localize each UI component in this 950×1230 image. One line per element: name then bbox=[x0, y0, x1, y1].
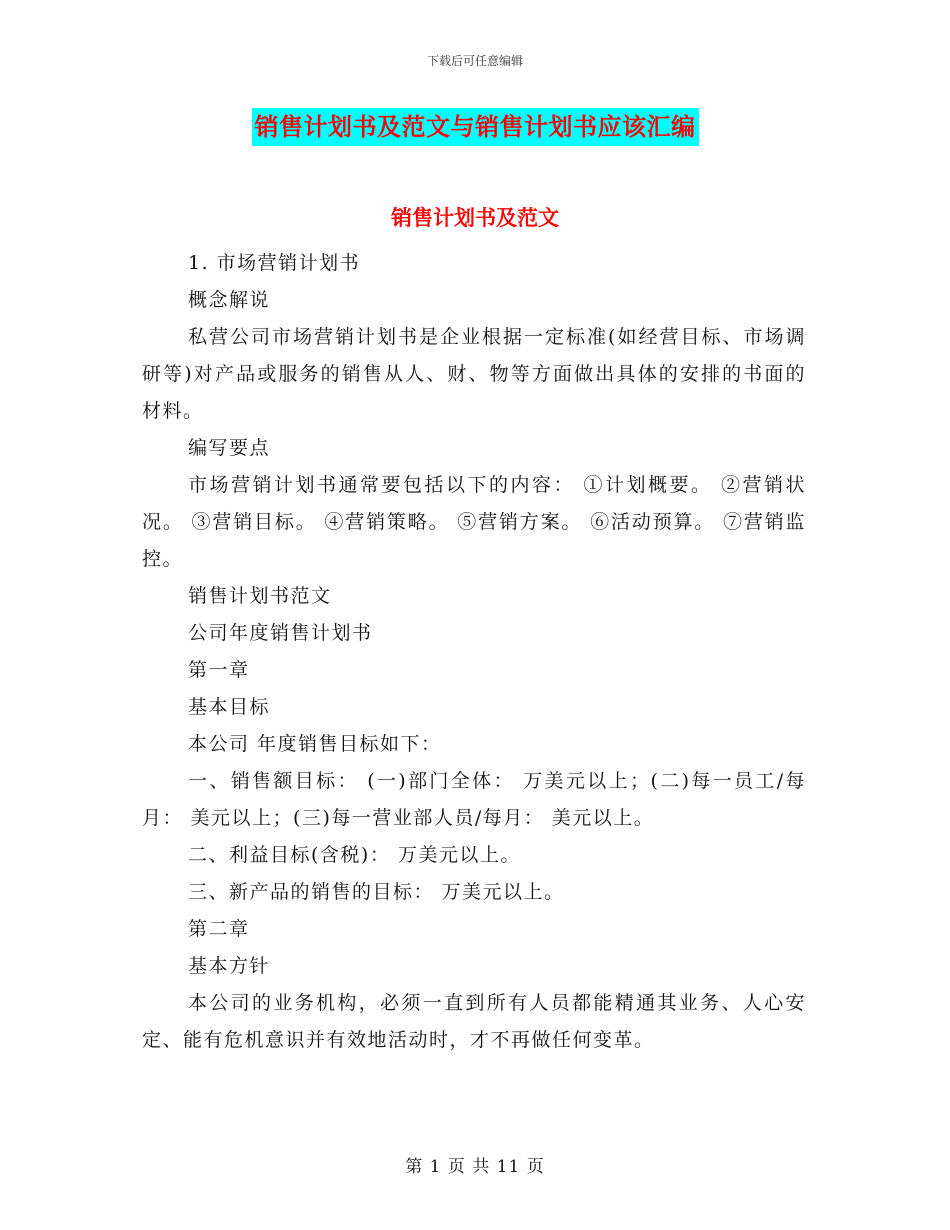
heading-writing-points: 编写要点 bbox=[188, 437, 271, 459]
paragraph-profit-target: 二、利益目标(含税)： 万美元以上。 bbox=[188, 844, 521, 866]
heading-basic-policy: 基本方针 bbox=[188, 955, 271, 977]
chapter-one-heading: 第一章 bbox=[188, 659, 250, 681]
section-heading-marketing-plan: 1. 市场营销计划书 bbox=[188, 252, 361, 274]
heading-sample-plan: 销售计划书范文 bbox=[188, 585, 332, 607]
paragraph-writing-points: 市场营销计划书通常要包括以下的内容： ①计划概要。 ②营销状况。 ③营销目标。 ④营销策略。 ⑤营销方案。 ⑥活动预算。 ⑦营销监控。 bbox=[142, 474, 806, 570]
document-body bbox=[142, 245, 806, 1059]
paragraph-basic-policy: 本公司的业务机构，必须一直到所有人员都能精通其业务、人心安定、能有危机意识并有效地活动时，才不再做任何变革。 bbox=[142, 992, 806, 1051]
document-title: 销售计划书及范文与销售计划书应该汇编 bbox=[252, 108, 699, 146]
paragraph-sales-target: 一、销售额目标： (一)部门全体： 万美元以上；(二)每一员工/每月： 美元以上；(三)每一营业部人员/每月： 美元以上。 bbox=[142, 770, 806, 829]
heading-annual-plan: 公司年度销售计划书 bbox=[188, 622, 373, 644]
paragraph-new-product-target: 三、新产品的销售的目标： 万美元以上。 bbox=[188, 881, 565, 903]
document-subtitle: 销售计划书及范文 bbox=[391, 206, 559, 230]
heading-concept: 概念解说 bbox=[188, 289, 271, 311]
heading-basic-goals: 基本目标 bbox=[188, 696, 271, 718]
paragraph-goals-intro: 本公司 年度销售目标如下： bbox=[188, 733, 442, 755]
paragraph-concept: 私营公司市场营销计划书是企业根据一定标准(如经营目标、市场调研等)对产品或服务的销售从人、财、物等方面做出具体的安排的书面的材料。 bbox=[142, 326, 806, 422]
page-header-note: 下载后可任意编辑 bbox=[426, 54, 523, 68]
page-number: 第 1 页 共 11 页 bbox=[405, 1157, 545, 1177]
main-title-container bbox=[0, 108, 950, 146]
chapter-two-heading: 第二章 bbox=[188, 918, 250, 940]
